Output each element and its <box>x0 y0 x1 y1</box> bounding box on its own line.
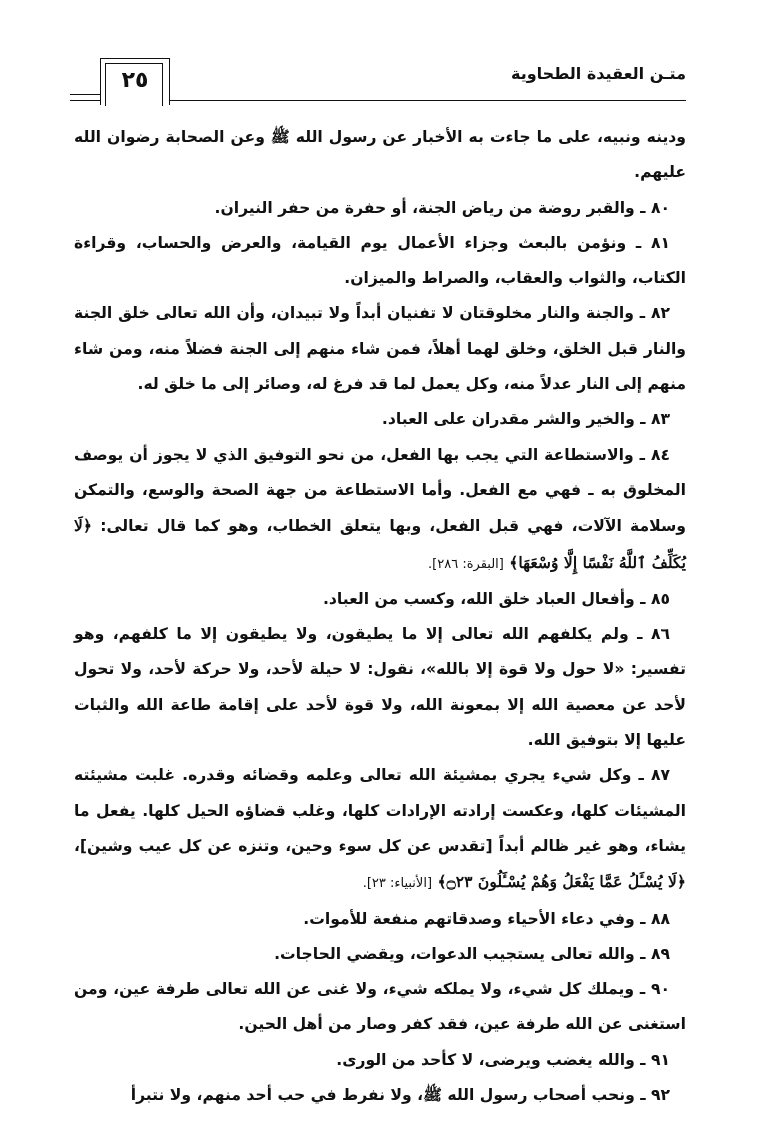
quran-verse: ﴿لَا يُكَلِّفُ ٱللَّهُ نَفْسًا إِلَّا وُسْعَهَا﴾ <box>74 516 686 572</box>
verse-reference: [البقرة: ٢٨٦]. <box>428 556 504 572</box>
page-number-frame <box>100 58 170 105</box>
paragraph-80 <box>74 191 686 226</box>
paragraph-81 <box>74 226 686 297</box>
paragraph-82 <box>74 296 686 402</box>
paragraph-text: ٩٠ ـ ويملك كل شيء، ولا يملكه شيء، ولا غنى عن الله تعالى طرفة عين، ومن استغنى عن الله طرفة عين، فقد كفر وصار من أهل الحين. <box>74 980 686 1034</box>
page-number: ٢٥ <box>121 68 149 93</box>
paragraph-88 <box>74 902 686 937</box>
paragraph-83 <box>74 402 686 437</box>
running-title: متـن العقيدة الطحاوية <box>511 64 686 83</box>
paragraph-text: ٨٧ ـ وكل شيء يجري بمشيئة الله تعالى وعلمه وقضائه وقدره. غلبت مشيئته المشيئات كلها، وعكست إرادته الإرادات كلها، وغلب قضاؤه الحيل كلها. يفعل ما يشاء، وهو غير ظالم أبداً [تقدس عن كل سوء وحين، وتنزه عن كل عيب وشين]، <box>74 766 686 855</box>
paragraph-90 <box>74 972 686 1043</box>
paragraph-text: ٨٨ ـ وفي دعاء الأحياء وصدقاتهم منفعة للأموات. <box>303 909 670 928</box>
body-text <box>74 120 686 1113</box>
paragraph-continuation <box>74 120 686 191</box>
paragraph-85 <box>74 582 686 617</box>
paragraph-89 <box>74 937 686 972</box>
paragraph-92 <box>74 1078 686 1113</box>
quran-verse: ﴿لَا يُسْـَٔلُ عَمَّا يَفْعَلُ وَهُمْ يُسْـَٔلُونَ ۝٢٣﴾ <box>437 872 686 892</box>
page-header <box>70 58 686 114</box>
paragraph-text: ٨٣ ـ والخير والشر مقدران على العباد. <box>381 410 670 429</box>
paragraph-91 <box>74 1043 686 1078</box>
paragraph-text: ٨٦ ـ ولم يكلفهم الله تعالى إلا ما يطيقون، ولا يطيقون إلا ما كلفهم، وهو تفسير: «لا حول ولا قوة إلا بالله»، نقول: لا حيلة لأحد، ولا حركة لأحد، ولا تحول لأحد عن معصية الله إلا بمعونة الله، ولا قوة لأحد على إقامة طاعة الله والثبات عليها إلا بتوفيق الله. <box>74 625 686 750</box>
paragraph-text: ٨٤ ـ والاستطاعة التي يجب بها الفعل، من نحو التوفيق الذي لا يجوز أن يوصف المخلوق به ـ فهي مع الفعل. وأما الاستطاعة من جهة الصحة والوسع، والتمكن وسلامة الآلات، فهي قبل الفعل، وبها يتعلق الخطاب، وهو كما قال تعالى: <box>74 445 686 536</box>
paragraph-text: ٨٢ ـ والجنة والنار مخلوقتان لا تفنيان أبداً ولا تبيدان، وأن الله تعالى خلق الجنة والنار قبل الخلق، وخلق لهما أهلاً، فمن شاء منهم إلى الجنة فضلاً منه، ومن شاء منهم إلى النار عدلاً منه، وكل يعمل لما قد فرغ له، وصائر إلى ما خلق له. <box>74 304 686 394</box>
verse-reference: [الأنبياء: ٢٣]. <box>362 876 433 892</box>
paragraph-87 <box>74 758 686 901</box>
paragraph-86 <box>74 617 686 758</box>
paragraph-text: ٩٢ ـ ونحب أصحاب رسول الله ﷺ، ولا نفرط في حب أحد منهم، ولا نتبرأ <box>130 1086 670 1105</box>
paragraph-text: ٨١ ـ ونؤمن بالبعث وجزاء الأعمال يوم القيامة، والعرض والحساب، وقراءة الكتاب، والثواب والعقاب، والصراط والميزان. <box>74 233 686 288</box>
paragraph-text: ودينه ونبيه، على ما جاءت به الأخبار عن رسول الله ﷺ وعن الصحابة رضوان الله عليهم. <box>74 128 686 182</box>
paragraph-84 <box>74 438 686 582</box>
paragraph-text: ٩١ ـ والله يغضب ويرضى، لا كأحد من الورى. <box>336 1050 670 1069</box>
paragraph-text: ٨٥ ـ وأفعال العباد خلق الله، وكسب من العباد. <box>322 589 670 608</box>
paragraph-text: ٨٠ ـ والقبر روضة من رياض الجنة، أو حفرة من حفر النيران. <box>214 198 670 217</box>
paragraph-text: ٨٩ ـ والله تعالى يستجيب الدعوات، ويقضي الحاجات. <box>274 944 670 963</box>
